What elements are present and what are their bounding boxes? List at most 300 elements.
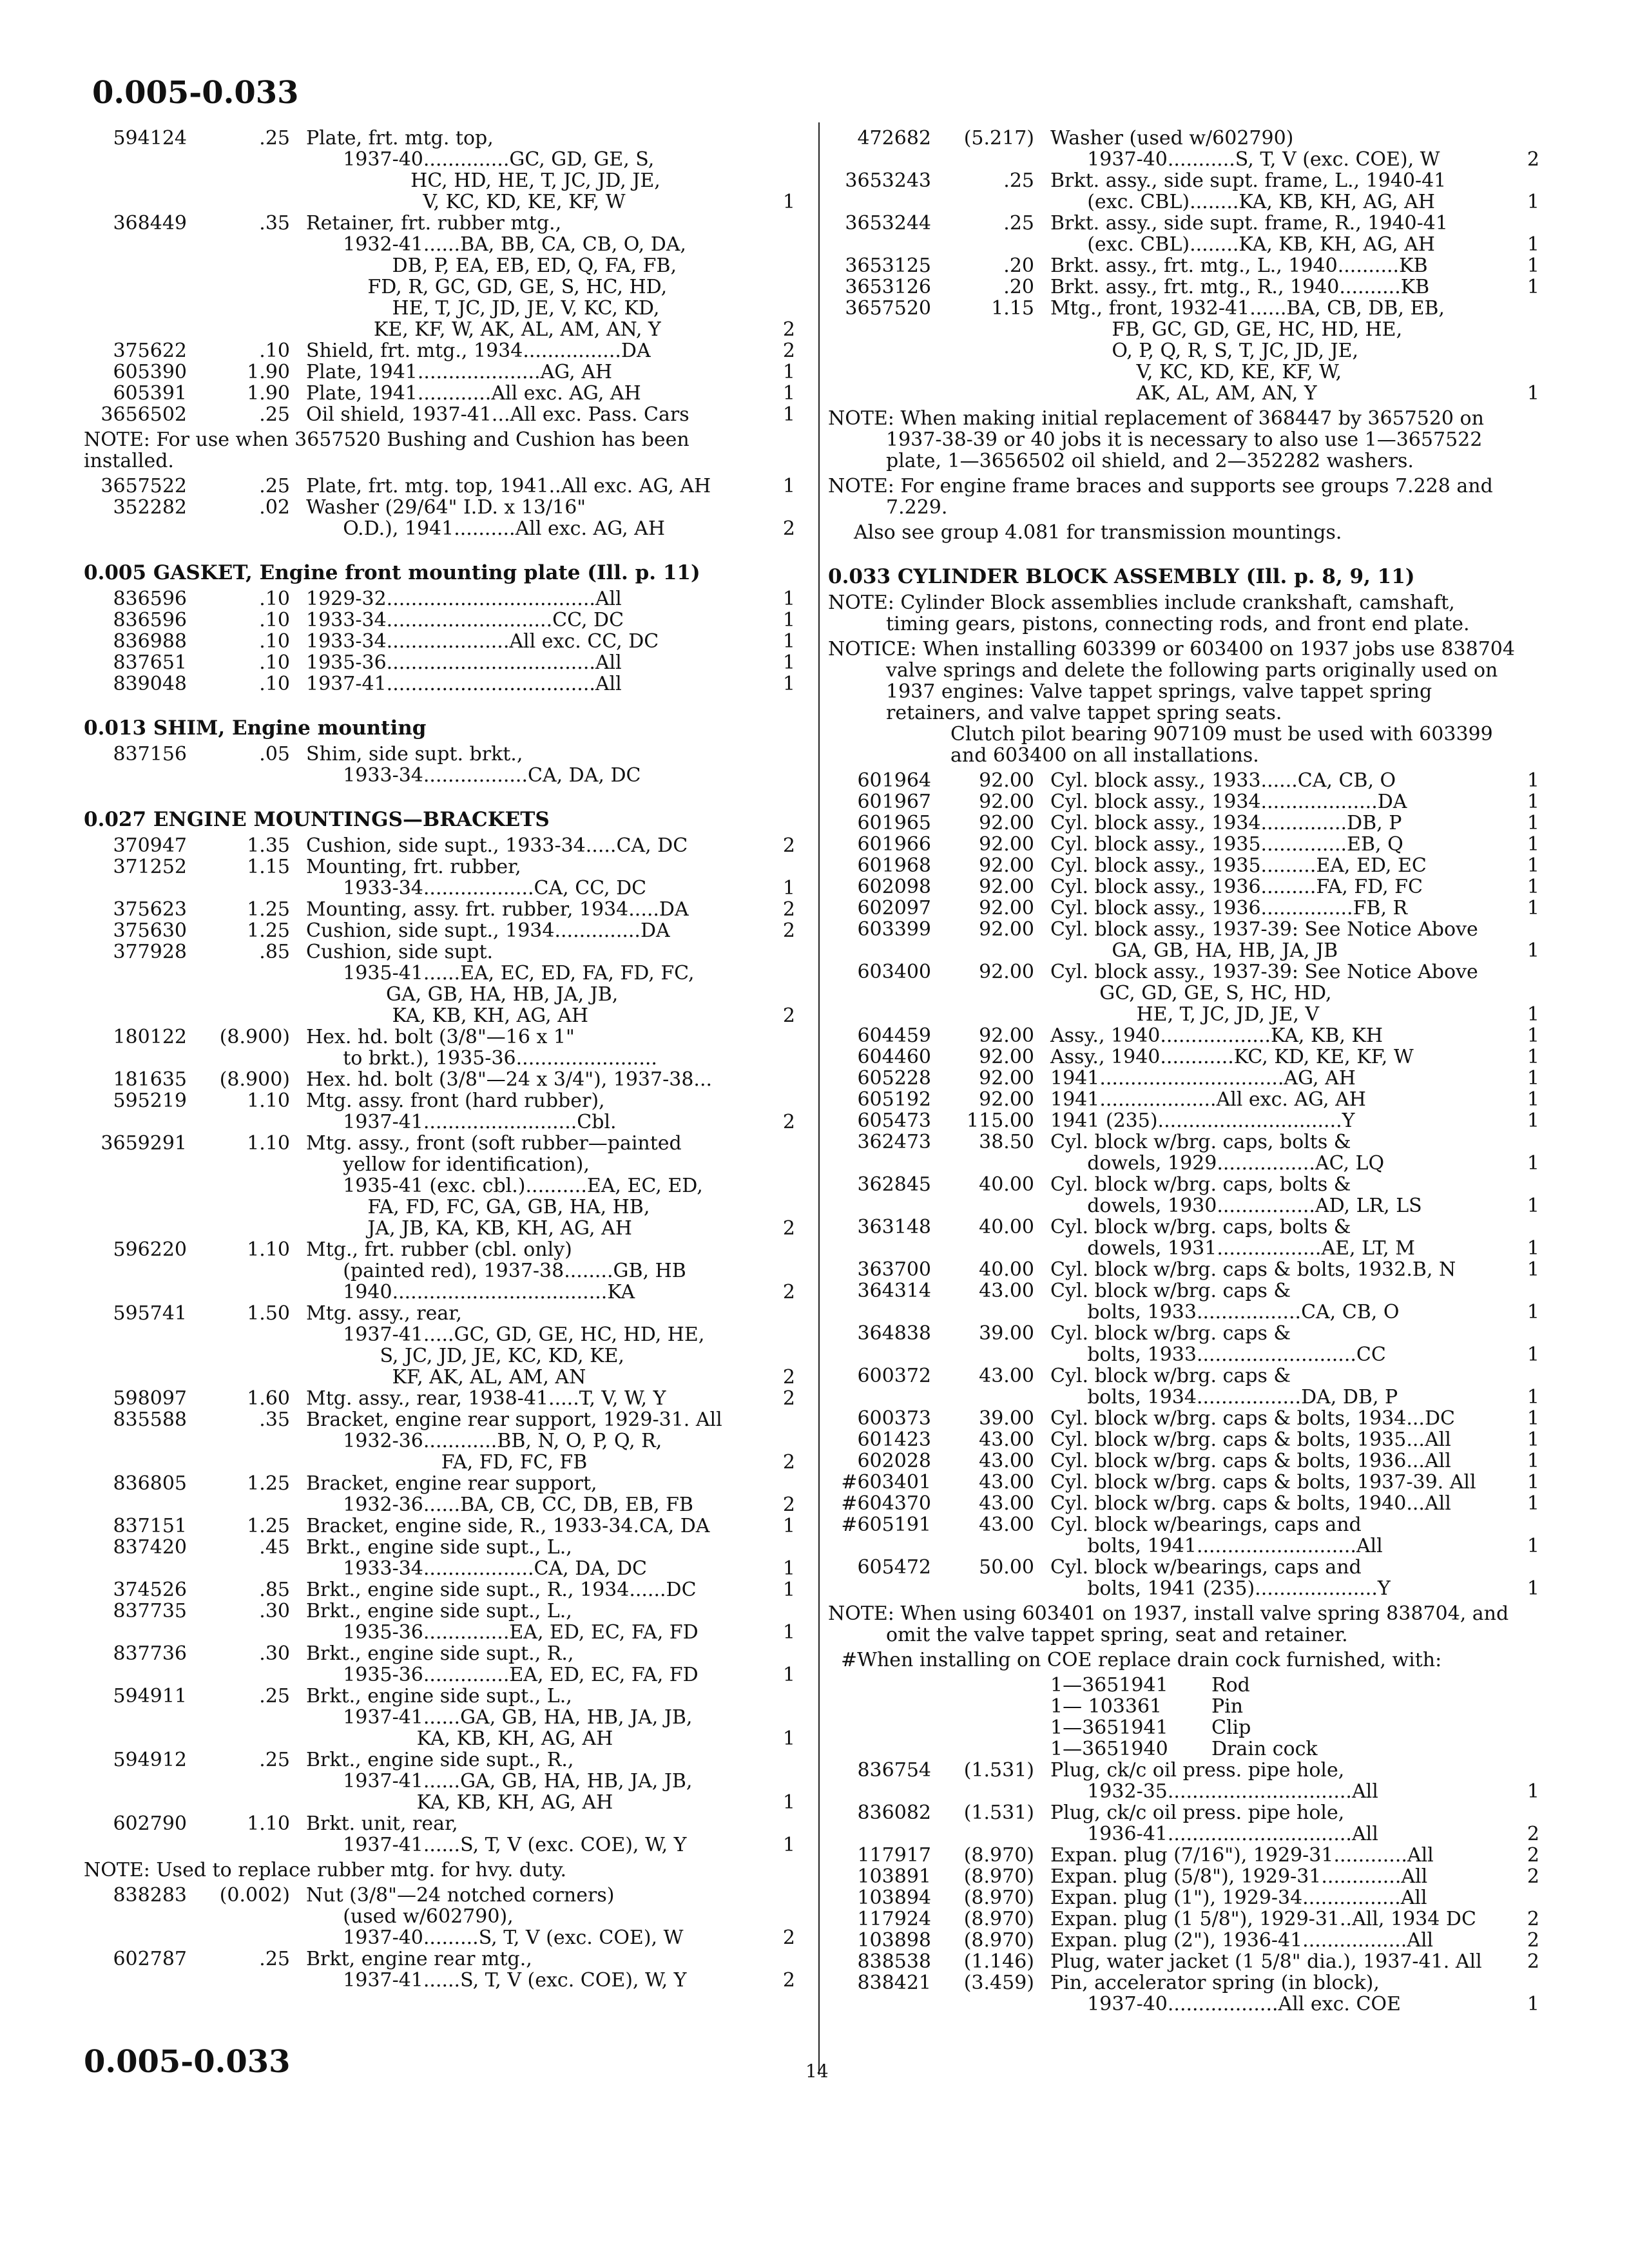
part-description: 1941...................All exc. AG, AH [1050, 1088, 1366, 1111]
column-divider [818, 122, 820, 2075]
part-number: 364314 [857, 1280, 931, 1302]
page-title-top: 0.005-0.033 [92, 75, 299, 111]
part-quantity: 1 [1527, 1258, 1539, 1281]
left-column [84, 128, 799, 1991]
list-item [828, 1174, 1543, 1216]
part-number: 603399 [857, 918, 931, 941]
drain-cock-quantity: 1— 103361 [1050, 1695, 1162, 1718]
list-item [84, 1813, 799, 1856]
part-number: 835588 [113, 1408, 187, 1431]
part-quantity: 1 [1527, 1301, 1539, 1323]
part-number: 837736 [113, 1642, 187, 1665]
list-item [84, 588, 799, 610]
part-price: 92.00 [979, 1088, 1034, 1111]
part-price: 92.00 [979, 961, 1034, 983]
right-column [828, 128, 1543, 2015]
part-description: Expan. plug (2"), 1936-41.................All [1050, 1929, 1434, 1952]
part-number: 3657520 [845, 297, 931, 320]
part-price: .25 [259, 403, 290, 426]
part-number: 363148 [857, 1216, 931, 1238]
list-item [84, 1579, 799, 1600]
list-item [84, 404, 799, 425]
part-quantity: 1 [782, 1727, 795, 1750]
part-description: Pin, accelerator spring (in block), 1937-40..................All exc. COE [1050, 1972, 1401, 2015]
part-description: Cyl. block assy., 1935.........EA, ED, EC [1050, 854, 1427, 877]
part-quantity: 1 [1527, 1088, 1539, 1111]
part-description: Cyl. block assy., 1935..............EB, Q [1050, 833, 1403, 856]
notice: NOTICE: When installing 603399 or 603400 on 1937 jobs use 838704 valve springs and delete the following parts originally used on 1937 engines: Valve tappet springs, valve tappet spring retainers, and valve tappet spring seats. [828, 638, 1515, 724]
part-price: .05 [259, 743, 290, 765]
part-description: Brkt., engine side supt., L., 1935-36..............EA, ED, EC, FA, FD [306, 1600, 699, 1644]
part-price: 1.15 [991, 297, 1034, 320]
part-description: Brkt, engine rear mtg., 1937-41......S, T, V (exc. COE), W, Y [306, 1948, 687, 1992]
part-quantity: 1 [782, 1834, 795, 1856]
parts-list [828, 1760, 1543, 2015]
drain-cock-item [1050, 1696, 1543, 1717]
part-quantity: 2 [1527, 1865, 1539, 1888]
part-quantity: 1 [782, 1664, 795, 1686]
list-item [84, 1537, 799, 1579]
list-item [828, 128, 1543, 170]
part-number: 3653126 [845, 276, 931, 298]
drain-cock-quantity: 1—3651941 [1050, 1716, 1168, 1739]
part-description: Mounting, assy. frt. rubber, 1934.....DA [306, 898, 689, 921]
part-number: 602028 [857, 1450, 931, 1472]
part-number: 3657522 [101, 475, 187, 497]
part-description: 1935-36..................................All [306, 651, 622, 674]
part-description: Plate, 1941............All exc. AG, AH [306, 382, 641, 405]
part-description: 1929-32..................................All [306, 588, 622, 610]
part-description: Cyl. block w/brg. caps & bolts, 1933.................CA, CB, O [1050, 1280, 1400, 1323]
part-number: 605228 [857, 1067, 931, 1090]
part-description: Expan. plug (1 5/8"), 1929-31..All, 1934 DC [1050, 1908, 1476, 1930]
part-quantity: 2 [782, 1927, 795, 1949]
part-quantity: 2 [782, 1111, 795, 1133]
part-number: 601966 [857, 833, 931, 856]
part-description: Plate, frt. mtg. top, 1941..All exc. AG, AH [306, 475, 711, 497]
part-quantity: 2 [782, 517, 795, 540]
part-price: 43.00 [979, 1492, 1034, 1515]
part-number: 838283 [113, 1884, 187, 1907]
part-number: 836754 [857, 1759, 931, 1782]
part-description: Cyl. block assy., 1934...................DA [1050, 791, 1407, 813]
part-number: 352282 [113, 496, 187, 519]
part-description: Shim, side supt. brkt., 1933-34.................CA, DA, DC [306, 743, 641, 787]
part-quantity: 1 [1527, 276, 1539, 298]
part-description: 1941..............................AG, AH [1050, 1067, 1356, 1090]
part-quantity: 1 [1527, 833, 1539, 856]
part-number: 598097 [113, 1387, 187, 1410]
list-item [828, 1259, 1543, 1280]
list-item [84, 920, 799, 941]
part-quantity: 1 [1527, 769, 1539, 792]
part-price: 38.50 [979, 1131, 1034, 1153]
part-number: 594124 [113, 127, 187, 149]
list-item [84, 744, 799, 786]
list-item [828, 919, 1543, 961]
list-item [84, 340, 799, 361]
part-price: 1.35 [247, 834, 290, 857]
part-description: Assy., 1940............KC, KD, KE, KF, W [1050, 1046, 1414, 1068]
list-item [828, 1429, 1543, 1450]
list-item [828, 1025, 1543, 1046]
part-description: Cyl. block assy., 1937-39: See Notice Above GA, GB, HA, HB, JA, JB [1050, 918, 1478, 962]
list-item [84, 1600, 799, 1643]
list-item [84, 213, 799, 340]
list-item [84, 1239, 799, 1303]
part-quantity: 1 [1527, 382, 1539, 405]
part-description: Cyl. block assy., 1937-39: See Notice Above GC, GD, GE, S, HC, HD, HE, T, JC, JD, JE, V [1050, 961, 1478, 1026]
part-price: 1.10 [247, 1812, 290, 1835]
part-price: .02 [259, 496, 290, 519]
part-price: .35 [259, 212, 290, 235]
list-item [828, 1493, 1543, 1514]
part-price: .10 [259, 630, 290, 653]
part-quantity: 2 [782, 1281, 795, 1303]
part-number: 375622 [113, 340, 187, 362]
part-price: (1.531) [963, 1759, 1034, 1782]
part-price: .25 [1003, 212, 1034, 235]
part-price: 43.00 [979, 1450, 1034, 1472]
part-price: .30 [259, 1600, 290, 1622]
part-quantity: 2 [1527, 1950, 1539, 1973]
part-quantity: 2 [782, 898, 795, 921]
part-quantity: 1 [1527, 876, 1539, 898]
part-price: 92.00 [979, 1067, 1034, 1090]
list-item [828, 1131, 1543, 1174]
part-quantity: 1 [1527, 1237, 1539, 1260]
part-number: 364838 [857, 1322, 931, 1345]
list-item [84, 1473, 799, 1515]
list-item [84, 1515, 799, 1537]
drain-cock-quantity: 1—3651941 [1050, 1674, 1168, 1696]
list-item [828, 1472, 1543, 1493]
list-item [828, 1930, 1543, 1951]
list-item [84, 383, 799, 404]
page-number: 14 [805, 2061, 829, 2082]
part-quantity: 1 [1527, 1577, 1539, 1600]
list-item [828, 255, 1543, 276]
part-number: 103894 [857, 1887, 931, 1909]
part-description: Assy., 1940..................KA, KB, KH [1050, 1024, 1383, 1047]
part-number: 838421 [857, 1972, 931, 1994]
part-quantity: 1 [782, 1557, 795, 1580]
part-quantity: 1 [1527, 1195, 1539, 1217]
part-description: Cyl. block assy., 1933......CA, CB, O [1050, 769, 1396, 792]
page-title-bottom: 0.005-0.033 [84, 2044, 291, 2080]
part-number: 594912 [113, 1749, 187, 1771]
part-quantity: 1 [1527, 1993, 1539, 2015]
part-quantity: 1 [1527, 1450, 1539, 1472]
part-number: 836596 [113, 609, 187, 631]
part-quantity: 1 [1527, 854, 1539, 877]
list-item [828, 812, 1543, 834]
drain-cock-item [1050, 1717, 1543, 1738]
part-quantity: 1 [1527, 1003, 1539, 1026]
part-number: 836082 [857, 1802, 931, 1824]
part-price: 40.00 [979, 1173, 1034, 1196]
list-item [828, 1068, 1543, 1089]
part-price: 1.25 [247, 919, 290, 942]
part-description: Hex. hd. bolt (3/8"—24 x 3/4"), 1937-38... [306, 1068, 713, 1091]
part-description: Cyl. block assy., 1936.........FA, FD, FC [1050, 876, 1423, 898]
part-price: .25 [1003, 169, 1034, 192]
part-price: 92.00 [979, 812, 1034, 834]
list-item [828, 1046, 1543, 1068]
part-quantity: 1 [1527, 255, 1539, 277]
part-description: Brkt. assy., side supt. frame, R., 1940-41 (exc. CBL)........KA, KB, KH, AG, AH [1050, 212, 1448, 256]
parts-list [84, 835, 799, 1856]
part-description: 1941 (235)..............................Y [1050, 1110, 1355, 1132]
part-quantity: 2 [782, 1004, 795, 1027]
part-number: 603400 [857, 961, 931, 983]
note: NOTE: For use when 3657520 Bushing and Cushion has been installed. [84, 428, 689, 472]
list-item [828, 1557, 1543, 1599]
part-price: 1.10 [247, 1090, 290, 1112]
note: NOTE: Cylinder Block assemblies include crankshaft, camshaft, timing gears, pistons, connecting rods, and front end plate. [828, 591, 1470, 635]
part-description: Brkt., engine side supt., L., 1933-34..................CA, DA, DC [306, 1536, 648, 1580]
part-number: 605391 [113, 382, 187, 405]
part-number: 601423 [857, 1428, 931, 1451]
part-description: Cyl. block w/brg. caps, bolts & dowels, 1931.................AE, LT, M [1050, 1216, 1415, 1260]
part-number: 3659291 [101, 1132, 187, 1155]
part-price: 92.00 [979, 854, 1034, 877]
part-price: .35 [259, 1408, 290, 1431]
list-item [84, 610, 799, 631]
part-number: 3653244 [845, 212, 931, 235]
part-number: 836596 [113, 588, 187, 610]
part-price: (8.970) [963, 1844, 1034, 1867]
part-description: Expan. plug (5/8"), 1929-31.............All [1050, 1865, 1428, 1888]
part-price: .85 [259, 1579, 290, 1601]
part-number: 602097 [857, 897, 931, 919]
part-quantity: 1 [782, 475, 795, 497]
part-quantity: 2 [782, 1217, 795, 1240]
list-item [828, 1845, 1543, 1866]
part-quantity: 2 [782, 1387, 795, 1410]
part-price: 92.00 [979, 833, 1034, 856]
part-price: .10 [259, 651, 290, 674]
part-price: .30 [259, 1642, 290, 1665]
part-price: 1.50 [247, 1302, 290, 1325]
part-quantity: 2 [1527, 1823, 1539, 1845]
list-item [828, 1887, 1543, 1908]
part-quantity: 1 [1527, 812, 1539, 834]
drain-cock-part-name: Drain cock [1211, 1738, 1318, 1760]
part-price: 1.60 [247, 1387, 290, 1410]
part-number: 181635 [113, 1068, 187, 1091]
list-item [828, 961, 1543, 1025]
part-number: 375623 [113, 898, 187, 921]
list-item [84, 1885, 799, 1948]
parts-list [84, 744, 799, 786]
part-number: 602790 [113, 1812, 187, 1835]
part-price: .25 [259, 475, 290, 497]
part-price: 39.00 [979, 1407, 1034, 1430]
part-quantity: 2 [1527, 148, 1539, 171]
part-number: 117924 [857, 1908, 931, 1930]
part-description: Bracket, engine rear support, 1929-31. All 1932-36............BB, N, O, P, Q, R, FA, FD, FC, FB [306, 1408, 722, 1474]
part-price: (8.900) [219, 1026, 290, 1048]
parts-list [828, 128, 1543, 404]
part-price: .45 [259, 1536, 290, 1559]
part-number: 837420 [113, 1536, 187, 1559]
list-item [828, 1951, 1543, 1972]
part-description: Cushion, side supt. 1935-41......EA, EC, ED, FA, FD, FC, GA, GB, HA, HB, JA, JB, KA, KB, KH, AG, AH [306, 941, 695, 1027]
part-number: 604460 [857, 1046, 931, 1068]
part-description: Brkt., engine side supt., R., 1935-36..............EA, ED, EC, FA, FD [306, 1642, 699, 1686]
part-description: Mounting, frt. rubber, 1933-34..................CA, CC, DC [306, 856, 647, 899]
parts-list [84, 128, 799, 425]
list-item [828, 1110, 1543, 1131]
part-description: Plate, 1941....................AG, AH [306, 361, 613, 383]
part-quantity: 1 [1527, 1024, 1539, 1047]
part-price: 43.00 [979, 1514, 1034, 1536]
list-item [84, 1026, 799, 1069]
part-description: Brkt. assy., side supt. frame, L., 1940-41 (exc. CBL)........KA, KB, KH, AG, AH [1050, 169, 1447, 213]
part-price: 50.00 [979, 1556, 1034, 1579]
part-description: Cyl. block w/brg. caps & bolts, 1934...DC [1050, 1407, 1455, 1430]
part-price: 92.00 [979, 769, 1034, 792]
drain-cock-quantity: 1—3651940 [1050, 1738, 1168, 1760]
list-item [84, 128, 799, 213]
parts-list [84, 588, 799, 695]
parts-list [84, 1885, 799, 1991]
list-item [84, 1409, 799, 1473]
notice: Clutch pilot bearing 907109 must be used with 603399 and 603400 on all installations. [950, 723, 1493, 767]
list-item [828, 1802, 1543, 1845]
list-item [828, 1908, 1543, 1930]
part-price: (0.002) [219, 1884, 290, 1907]
part-description: Cyl. block w/brg. caps & bolts, 1933..........................CC [1050, 1322, 1386, 1366]
part-number: #603401 [841, 1471, 931, 1494]
part-description: Cyl. block w/brg. caps & bolts, 1932.B, N [1050, 1258, 1456, 1281]
part-price: 1.90 [247, 361, 290, 383]
part-number: 362845 [857, 1173, 931, 1196]
part-quantity: 1 [782, 361, 795, 383]
drain-cock-item [1050, 1675, 1543, 1696]
part-quantity: 1 [1527, 1343, 1539, 1366]
part-price: 1.25 [247, 1515, 290, 1537]
part-number: 837651 [113, 651, 187, 674]
part-price: .25 [259, 127, 290, 149]
part-description: Cyl. block w/brg. caps & bolts, 1940...All [1050, 1492, 1451, 1515]
drain-cock-part-name: Rod [1211, 1674, 1250, 1696]
part-price: 43.00 [979, 1365, 1034, 1387]
list-item [828, 170, 1543, 213]
part-quantity: 1 [1527, 1046, 1539, 1068]
list-item [828, 1216, 1543, 1259]
part-description: Cyl. block assy., 1934..............DB, P [1050, 812, 1402, 834]
part-description: 1933-34...........................CC, DC [306, 609, 624, 631]
part-price: (8.970) [963, 1908, 1034, 1930]
part-price: .10 [259, 340, 290, 362]
part-number: 103898 [857, 1929, 931, 1952]
part-quantity: 1 [1527, 1471, 1539, 1494]
part-quantity: 1 [1527, 791, 1539, 813]
list-item [828, 1323, 1543, 1365]
part-quantity: 2 [782, 919, 795, 942]
part-number: 3653243 [845, 169, 931, 192]
part-price: .25 [259, 1948, 290, 1970]
part-price: 92.00 [979, 1046, 1034, 1068]
list-item [828, 213, 1543, 255]
part-price: (8.970) [963, 1865, 1034, 1888]
part-price: 1.25 [247, 898, 290, 921]
part-number: 600372 [857, 1365, 931, 1387]
part-number: 837735 [113, 1600, 187, 1622]
part-price: (8.900) [219, 1068, 290, 1091]
part-description: Brkt. assy., frt. mtg., R., 1940..........KB [1050, 276, 1430, 298]
part-price: 39.00 [979, 1322, 1034, 1345]
part-quantity: 2 [1527, 1844, 1539, 1867]
list-item [84, 1069, 799, 1090]
part-number: 601964 [857, 769, 931, 792]
part-quantity: 1 [782, 191, 795, 213]
note: #When installing on COE replace drain cock furnished, with: [841, 1649, 1442, 1671]
list-item [84, 673, 799, 695]
part-description: Cyl. block w/brg. caps & bolts, 1936...All [1050, 1450, 1451, 1472]
list-item [828, 1760, 1543, 1802]
list-item [828, 1514, 1543, 1557]
part-price: 92.00 [979, 918, 1034, 941]
part-price: 43.00 [979, 1428, 1034, 1451]
part-description: Brkt., engine side supt., L., 1937-41......GA, GB, HA, HB, JA, JB, KA, KB, KH, AG, AH [306, 1685, 693, 1750]
part-number: 600373 [857, 1407, 931, 1430]
part-description: Plug, ck/c oil press. pipe hole, 1936-41..............................All [1050, 1802, 1378, 1845]
part-quantity: 1 [1527, 1780, 1539, 1803]
drain-cock-part-name: Pin [1211, 1695, 1244, 1718]
list-item [84, 1303, 799, 1388]
part-number: 602787 [113, 1948, 187, 1970]
part-price: .20 [1003, 255, 1034, 277]
part-description: Cyl. block w/bearings, caps and bolts, 1941 (235)....................Y [1050, 1556, 1391, 1600]
part-number: 838538 [857, 1950, 931, 1973]
section-heading-cylinder-block: 0.033 CYLINDER BLOCK ASSEMBLY (Ill. p. 8, 9, 11) [828, 565, 1415, 588]
list-item [84, 1749, 799, 1813]
part-quantity: 1 [1527, 939, 1539, 962]
list-item [84, 856, 799, 899]
part-description: Brkt. unit, rear, 1937-41......S, T, V (exc. COE), W, Y [306, 1812, 687, 1856]
part-description: Retainer, frt. rubber mtg., 1932-41......BA, BB, CA, CB, O, DA, DB, P, EA, EB, ED, Q, FA, FB, FD, R, GC, GD, GE, S, HC, HD, HE, T, JC, JD, JE, V, KC, KD, KE, KF, W, AK, AL, AM, AN, Y [306, 212, 686, 341]
parts-list [828, 770, 1543, 1599]
part-description: Mtg. assy., front (soft rubber—painted yellow for identification), 1935-41 (exc. cbl.)..........EA, EC, ED, FA, FD, FC, GA, GB, HA, HB, JA, JB, KA, KB, KH, AG, AH [306, 1132, 703, 1240]
list-item [828, 1280, 1543, 1323]
part-number: 3656502 [101, 403, 187, 426]
part-description: Bracket, engine rear support, 1932-36......BA, CB, CC, DB, EB, FB [306, 1472, 693, 1516]
part-quantity: 1 [1527, 1428, 1539, 1451]
list-item [828, 834, 1543, 855]
list-item [84, 1133, 799, 1239]
part-number: 601967 [857, 791, 931, 813]
part-price: 1.90 [247, 382, 290, 405]
part-number: 839048 [113, 673, 187, 695]
part-number: 605472 [857, 1556, 931, 1579]
part-description: Cushion, side supt., 1934..............DA [306, 919, 670, 942]
part-number: 601968 [857, 854, 931, 877]
section-heading-shim: 0.013 SHIM, Engine mounting [84, 716, 427, 740]
list-item [84, 361, 799, 383]
list-item [84, 1948, 799, 1991]
note: NOTE: For engine frame braces and supports see groups 7.228 and 7.229. [828, 475, 1493, 519]
part-quantity: 1 [1527, 233, 1539, 256]
part-quantity: 1 [1527, 1067, 1539, 1090]
part-description: Cyl. block w/bearings, caps and bolts, 1941..........................All [1050, 1514, 1383, 1557]
list-item [84, 899, 799, 920]
part-description: Cyl. block assy., 1936...............FB, R [1050, 897, 1408, 919]
part-quantity: 2 [782, 1451, 795, 1474]
part-description: 1933-34....................All exc. CC, DC [306, 630, 659, 653]
